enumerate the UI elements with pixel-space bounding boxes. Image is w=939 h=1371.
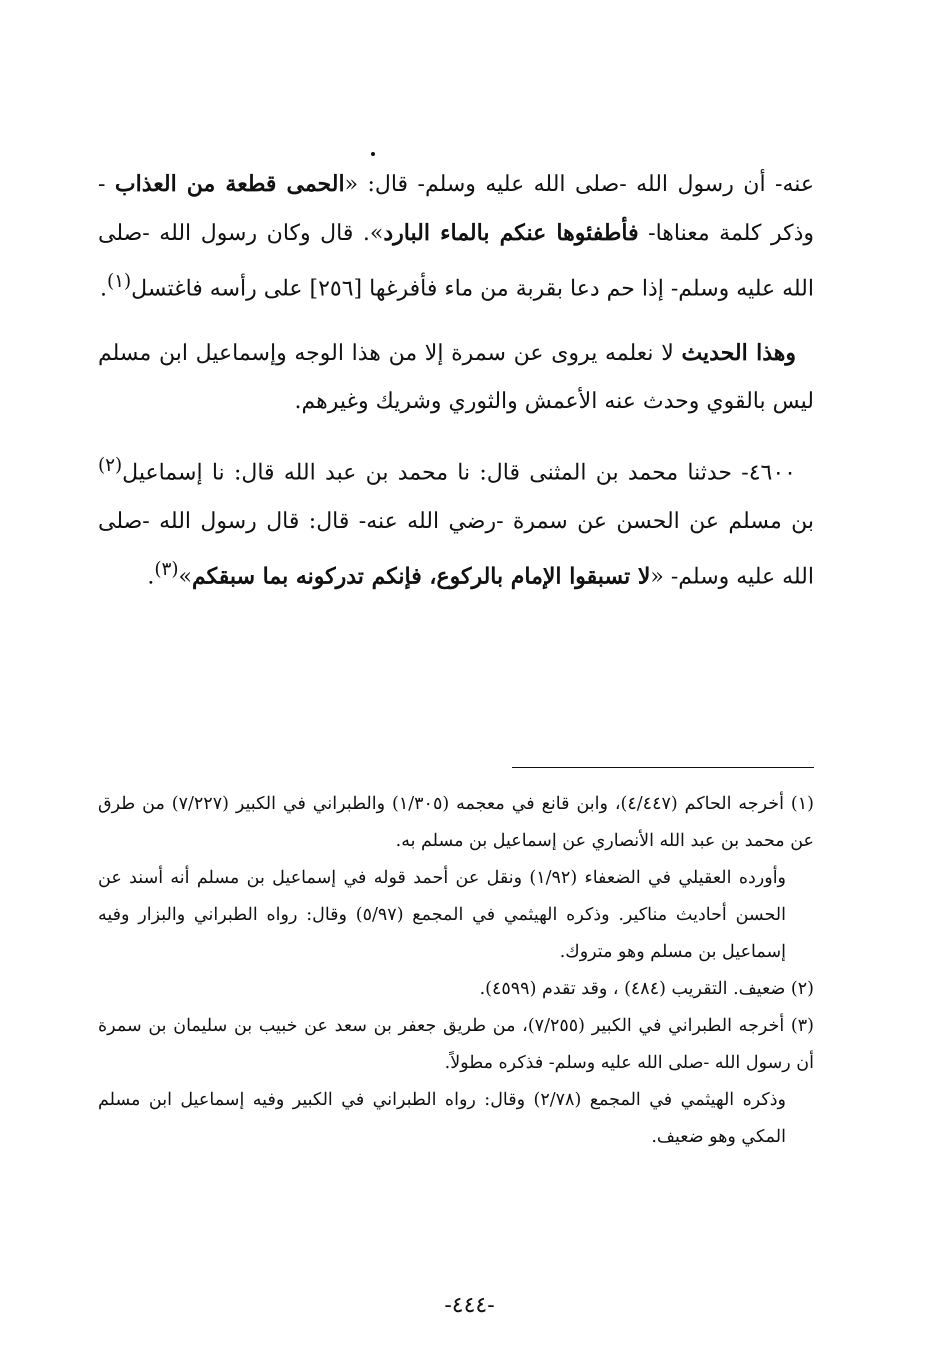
paragraph-commentary: [98, 329, 814, 426]
text-run: »: [178, 563, 193, 589]
bold-lead: وهذا الحديث: [681, 340, 796, 367]
paragraph-hadith-fever: [98, 160, 814, 313]
bold-hadith-text: الحمى قطعة من العذاب: [114, 171, 345, 197]
text-run: بن مسلم عن الحسن عن سمرة -رضي الله عنه- قال: قال رسول الله -صلى الله عليه وسلم- «: [98, 508, 814, 589]
footnote-3-continued: وذكره الهيثمي في المجمع (٢/٧٨) وقال: رواه الطبراني في الكبير وفيه إسماعيل ابن مسلم المكي وهو ضعيف.: [98, 1090, 787, 1147]
footnote-ref-3: (٣): [154, 558, 179, 580]
text-run: - وذكر كلمة معناها-: [98, 172, 814, 246]
text-run: لا نعلمه يروى عن سمرة إلا من هذا الوجه وإسماعيل ابن مسلم ليس بالقوي وحدث عنه الأعمش والثوري وشريك وغيرهم.: [98, 341, 814, 415]
footnote-1-continued: وأورده العقيلي في الضعفاء (١/٩٢) ونقل عن أحمد قوله في إسماعيل بن مسلم أنه أسند عن الحسن أحاديث مناكير. وذكره الهيثمي في المجمع (٥/٩٧) وقال: رواه الطبراني والبزار وفيه إسماعيل بن مسلم وهو متروك.: [98, 868, 787, 962]
text-run: عنه- أن رسول الله -صلى الله عليه وسلم- قال: «: [344, 172, 814, 197]
bold-hadith-text: فأطفئوها عنكم بالماء البارد: [383, 220, 639, 246]
main-text: [98, 160, 814, 601]
footnote-ref-2: (٢): [98, 455, 123, 477]
text-run: .: [147, 563, 155, 589]
bold-hadith-text: لا تسبقوا الإمام بالركوع، فإنكم تدركونه بما سبقكم: [192, 562, 651, 589]
paragraph-hadith-4600: [98, 442, 814, 601]
footnote-separator: [512, 767, 814, 768]
footnote-1: (١) أخرجه الحاكم (٤/٤٤٧)، وابن قانع في معجمه (١/٣٠٥) والطبراني في الكبير (٧/٢٢٧) من طرق عن محمد بن عبد الله الأنصاري عن إسماعيل بن مسلم به.: [98, 794, 814, 851]
footnote-ref-1: (١): [106, 271, 132, 292]
page-number: -٤٤٤-: [444, 1293, 495, 1318]
text-run: .: [99, 276, 107, 302]
ink-dot: [371, 152, 375, 156]
text-run: ٤٦٠٠- حدثنا محمد بن المثنى قال: نا محمد بن عبد الله قال: نا إسماعيل: [122, 460, 796, 486]
footnote-2: (٢) ضعيف. التقريب (٤٨٤) ، وقد تقدم (٤٥٩٩).: [479, 979, 814, 999]
text-run: ». قال وكان رسول الله -صلى الله عليه وسلم- إذا حم دعا بقربة من ماء فأفرغها [٢٥٦] على رأسه فاغتسل: [98, 221, 814, 302]
footnotes: [98, 786, 814, 1156]
footnote-3: (٣) أخرجه الطبراني في الكبير (٧/٢٥٥)، من طريق جعفر بن سعد عن خبيب بن سليمان بن سمرة أن رسول الله -صلى الله عليه وسلم- فذكره مطولاً.: [98, 1016, 814, 1073]
